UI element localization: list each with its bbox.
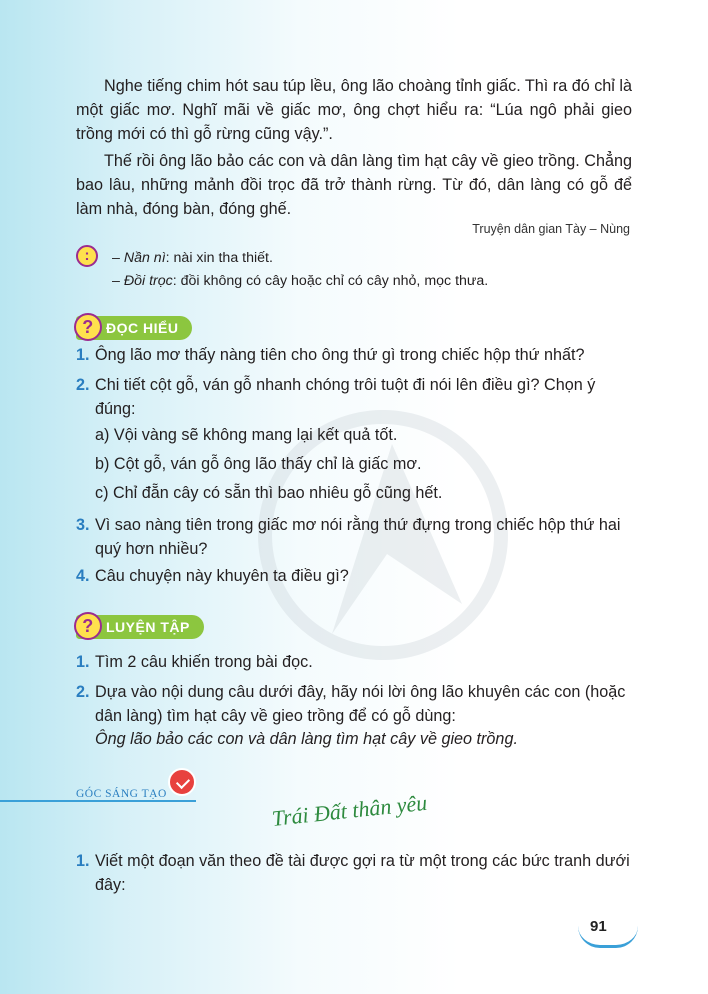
practice-task-1: 1. Tìm 2 câu khiến trong bài đọc. [76, 653, 313, 671]
question-icon: ? [74, 612, 102, 640]
divider [0, 800, 196, 802]
lightbulb-icon [168, 768, 196, 796]
creative-topic-title: Trái Đất thân yêu [270, 789, 429, 831]
page-number: 91 [590, 918, 607, 935]
colon-icon: : [76, 245, 98, 267]
practice-quote: Ông lão bảo các con và dân làng tìm hạt cây về gieo trồng. [95, 730, 518, 748]
practice-task-2: 2. Dựa vào nội dung câu dưới đây, hãy nói lời ông lão khuyên các con (hoặc dân làng) tìm hạt cây về gieo trồng để có gỗ dùng: [76, 683, 626, 725]
reading-question-2: 2. Chi tiết cột gỗ, ván gỗ nhanh chóng trôi tuột đi nói lên điều gì? Chọn ý đúng: [76, 376, 596, 418]
answer-option-b: b) Cột gỗ, ván gỗ ông lão thấy chỉ là giấc mơ. [95, 455, 422, 473]
practice-section-header [76, 615, 204, 639]
question-icon: ? [74, 313, 102, 341]
answer-option-a: a) Vội vàng sẽ không mang lại kết quả tốt. [95, 426, 398, 444]
story-paragraph-1: Nghe tiếng chim hót sau túp lều, ông lão choàng tỉnh giấc. Thì ra đó chỉ là một giấc mơ. Nghĩ mãi về giấc mơ, ông chợt hiểu ra: “Lúa ngô phải gieo trồng mới có thì gỗ rừng cũng vậy.”. [76, 77, 632, 143]
story-source: Truyện dân gian Tày – Nùng [472, 222, 630, 236]
story-paragraph-2: Thế rồi ông lão bảo các con và dân làng tìm hạt cây về gieo trồng. Chẳng bao lâu, những mảnh đồi trọc đã trở thành rừng. Từ đó, dân làng có gỗ để làm nhà, đóng bàn, đóng ghế. [76, 152, 632, 218]
reading-question-1: 1. Ông lão mơ thấy nàng tiên cho ông thứ gì trong chiếc hộp thứ nhất? [76, 346, 585, 364]
reading-question-3: 3. Vì sao nàng tiên trong giấc mơ nói rằng thứ đựng trong chiếc hộp thứ hai quý hơn nhiều? [76, 516, 621, 558]
reading-question-4: 4. Câu chuyện này khuyên ta điều gì? [76, 567, 349, 585]
page-number-decoration [578, 926, 638, 948]
answer-option-c: c) Chỉ đẵn cây có sẵn thì bao nhiêu gỗ cũng hết. [95, 484, 443, 502]
creative-task-1: 1. Viết một đoạn văn theo đề tài được gợi ra từ một trong các bức tranh dưới đây: [76, 852, 630, 894]
reading-section-title: ĐỌC HIỂU [106, 320, 179, 336]
glossary-item: – Nần nì: nài xin tha thiết. [112, 250, 273, 266]
reading-section-header [76, 316, 192, 340]
glossary-item: – Đồi trọc: đồi không có cây hoặc chỉ có cây nhỏ, mọc thưa. [112, 273, 489, 289]
practice-section-title: LUYỆN TẬP [106, 619, 190, 635]
creative-corner-label: GÓC SÁNG TẠO [76, 788, 167, 800]
